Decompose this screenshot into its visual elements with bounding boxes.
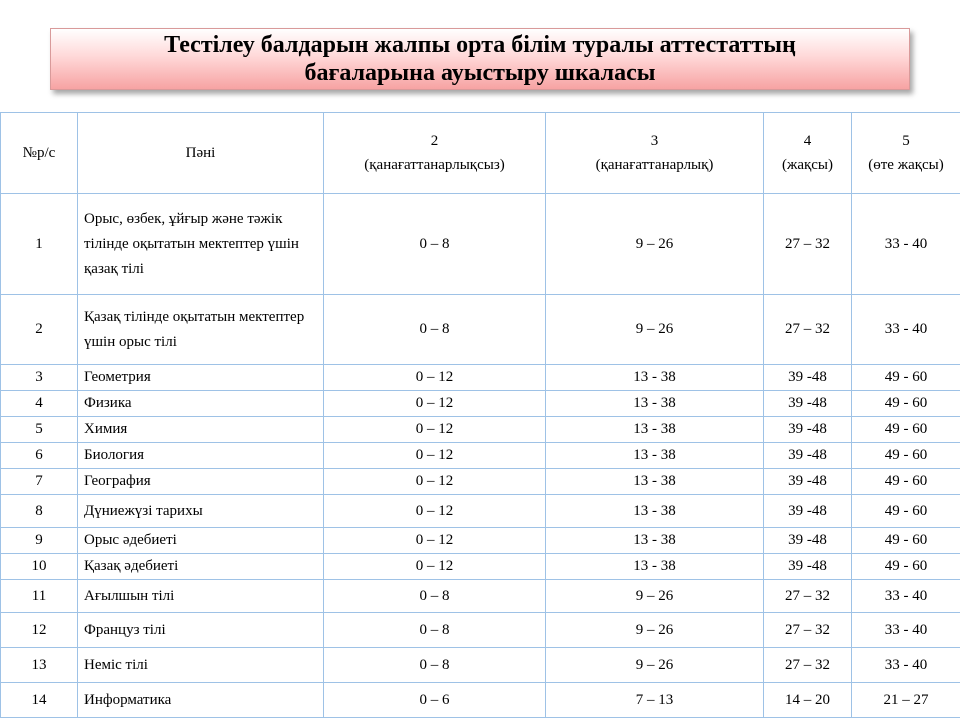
grade-2-cell: 0 – 8 <box>324 613 546 648</box>
subject-cell: Дүниежүзі тарихы <box>78 495 324 528</box>
grade-3-cell: 9 – 26 <box>546 295 764 365</box>
grade-4-cell: 39 -48 <box>764 417 852 443</box>
grade-4-cell: 39 -48 <box>764 495 852 528</box>
grade-4-cell: 27 – 32 <box>764 295 852 365</box>
row-number: 7 <box>1 469 78 495</box>
header-number: №р/с <box>1 113 78 194</box>
row-number: 13 <box>1 648 78 683</box>
header-grade-2: 2 (қанағаттанарлықсыз) <box>324 113 546 194</box>
row-number: 9 <box>1 528 78 554</box>
grade-3-cell: 9 – 26 <box>546 194 764 295</box>
page-title: Тестілеу балдарын жалпы орта білім туралы аттестаттың бағаларына ауыстыру шкаласы <box>164 32 796 86</box>
grade-3-cell: 13 - 38 <box>546 528 764 554</box>
subject-cell: География <box>78 469 324 495</box>
grade-2-cell: 0 – 12 <box>324 443 546 469</box>
grade-5-cell: 33 - 40 <box>852 648 960 683</box>
subject-cell: Француз тілі <box>78 613 324 648</box>
subject-cell: Биология <box>78 443 324 469</box>
table-row <box>1 554 960 580</box>
grade-2-cell: 0 – 12 <box>324 391 546 417</box>
row-number: 8 <box>1 495 78 528</box>
subject-cell: Қазақ әдебиеті <box>78 554 324 580</box>
title-banner <box>50 28 910 90</box>
grade-2-cell: 0 – 8 <box>324 648 546 683</box>
grade-2-cell: 0 – 12 <box>324 495 546 528</box>
grade-5-cell: 33 - 40 <box>852 194 960 295</box>
table-row <box>1 417 960 443</box>
table-header-row <box>1 113 960 194</box>
grade-5-cell: 33 - 40 <box>852 295 960 365</box>
header-grade-3: 3 (қанағаттанарлық) <box>546 113 764 194</box>
grade-2-cell: 0 – 12 <box>324 365 546 391</box>
grade-2-cell: 0 – 12 <box>324 417 546 443</box>
table-row <box>1 391 960 417</box>
subject-cell: Қазақ тілінде оқытатын мектептер үшін орыс тілі <box>78 295 324 365</box>
grade-5-cell: 21 – 27 <box>852 683 960 718</box>
header-subject: Пәні <box>78 113 324 194</box>
grade-5-cell: 49 - 60 <box>852 495 960 528</box>
row-number: 6 <box>1 443 78 469</box>
grade-2-cell: 0 – 8 <box>324 580 546 613</box>
subject-cell: Орыс, өзбек, ұйғыр және тәжік тілінде оқытатын мектептер үшін қазақ тілі <box>78 194 324 295</box>
row-number: 2 <box>1 295 78 365</box>
grade-4-cell: 39 -48 <box>764 443 852 469</box>
subject-cell: Ағылшын тілі <box>78 580 324 613</box>
grade-3-cell: 9 – 26 <box>546 648 764 683</box>
grade-5-cell: 49 - 60 <box>852 528 960 554</box>
subject-cell: Неміс тілі <box>78 648 324 683</box>
header-grade-5: 5 (өте жақсы) <box>852 113 960 194</box>
grade-5-cell: 49 - 60 <box>852 554 960 580</box>
row-number: 14 <box>1 683 78 718</box>
grade-2-cell: 0 – 12 <box>324 469 546 495</box>
table-row <box>1 469 960 495</box>
grade-5-cell: 49 - 60 <box>852 469 960 495</box>
row-number: 10 <box>1 554 78 580</box>
grade-5-cell: 33 - 40 <box>852 580 960 613</box>
table-row <box>1 648 960 683</box>
row-number: 3 <box>1 365 78 391</box>
row-number: 12 <box>1 613 78 648</box>
table-row <box>1 613 960 648</box>
grade-2-cell: 0 – 12 <box>324 528 546 554</box>
table-row <box>1 194 960 295</box>
table-row <box>1 443 960 469</box>
grade-3-cell: 13 - 38 <box>546 365 764 391</box>
grade-3-cell: 13 - 38 <box>546 495 764 528</box>
subject-cell: Информатика <box>78 683 324 718</box>
grade-2-cell: 0 – 8 <box>324 295 546 365</box>
grade-4-cell: 39 -48 <box>764 391 852 417</box>
grade-4-cell: 39 -48 <box>764 554 852 580</box>
grade-3-cell: 13 - 38 <box>546 417 764 443</box>
grade-3-cell: 9 – 26 <box>546 580 764 613</box>
grade-5-cell: 33 - 40 <box>852 613 960 648</box>
subject-cell: Орыс әдебиеті <box>78 528 324 554</box>
header-grade-4: 4 (жақсы) <box>764 113 852 194</box>
grade-5-cell: 49 - 60 <box>852 391 960 417</box>
row-number: 1 <box>1 194 78 295</box>
row-number: 5 <box>1 417 78 443</box>
subject-cell: Химия <box>78 417 324 443</box>
grade-2-cell: 0 – 12 <box>324 554 546 580</box>
grade-4-cell: 14 – 20 <box>764 683 852 718</box>
table-row <box>1 580 960 613</box>
grade-3-cell: 9 – 26 <box>546 613 764 648</box>
table-row <box>1 495 960 528</box>
grade-4-cell: 39 -48 <box>764 528 852 554</box>
table-row <box>1 295 960 365</box>
grade-5-cell: 49 - 60 <box>852 365 960 391</box>
subject-cell: Геометрия <box>78 365 324 391</box>
table-row <box>1 683 960 718</box>
table-row <box>1 365 960 391</box>
grade-2-cell: 0 – 8 <box>324 194 546 295</box>
table-row <box>1 528 960 554</box>
grade-5-cell: 49 - 60 <box>852 443 960 469</box>
grade-5-cell: 49 - 60 <box>852 417 960 443</box>
subject-cell: Физика <box>78 391 324 417</box>
grade-2-cell: 0 – 6 <box>324 683 546 718</box>
grade-4-cell: 27 – 32 <box>764 648 852 683</box>
grade-4-cell: 39 -48 <box>764 469 852 495</box>
grade-conversion-table <box>0 112 960 718</box>
grade-4-cell: 39 -48 <box>764 365 852 391</box>
row-number: 11 <box>1 580 78 613</box>
grade-3-cell: 7 – 13 <box>546 683 764 718</box>
grade-4-cell: 27 – 32 <box>764 194 852 295</box>
grade-3-cell: 13 - 38 <box>546 443 764 469</box>
grade-3-cell: 13 - 38 <box>546 469 764 495</box>
grade-4-cell: 27 – 32 <box>764 613 852 648</box>
grade-3-cell: 13 - 38 <box>546 391 764 417</box>
grade-4-cell: 27 – 32 <box>764 580 852 613</box>
row-number: 4 <box>1 391 78 417</box>
grade-3-cell: 13 - 38 <box>546 554 764 580</box>
